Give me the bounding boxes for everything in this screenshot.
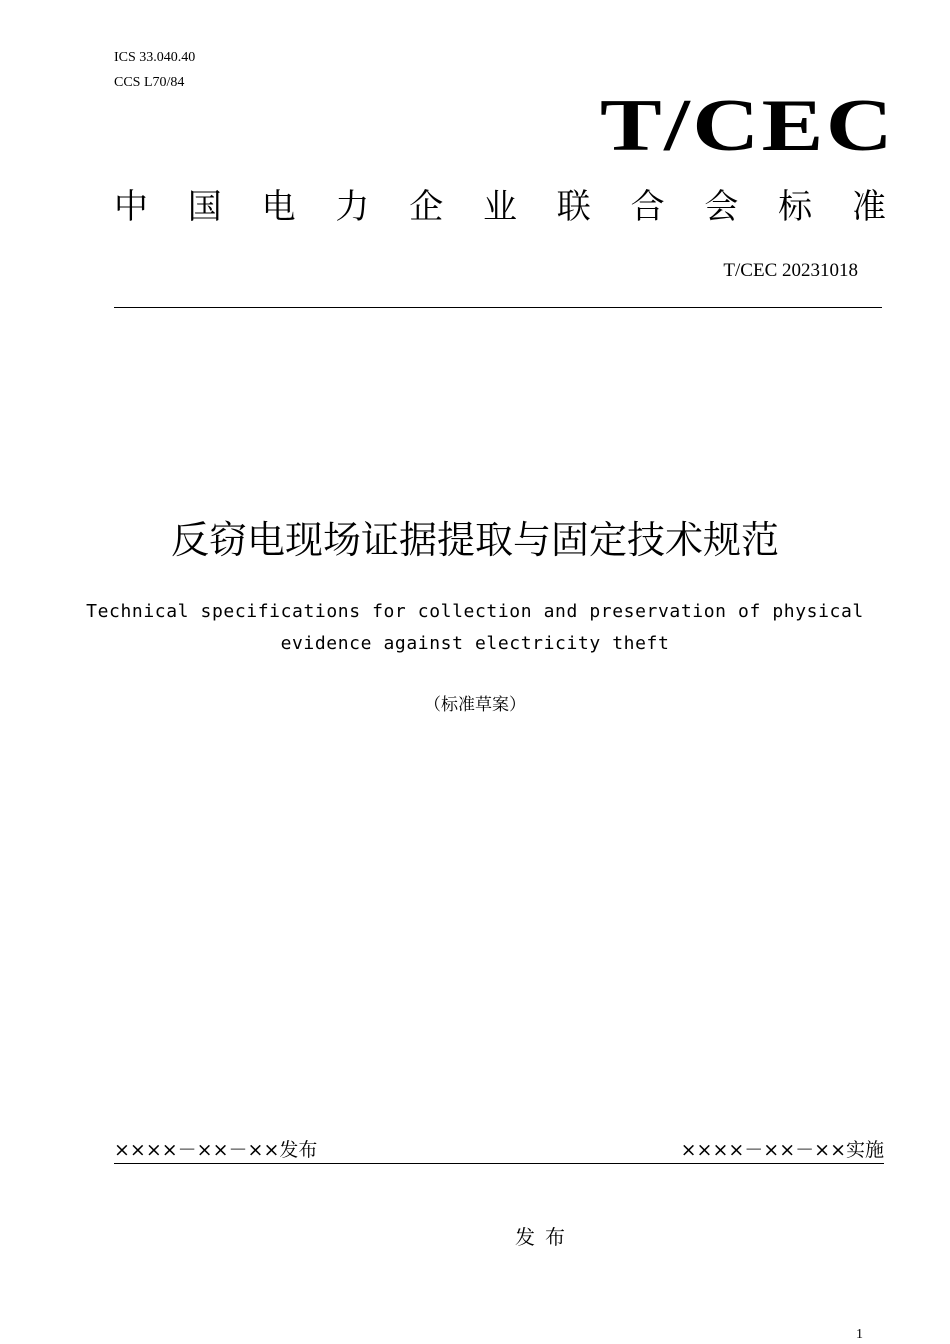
- publisher-label: 发布: [515, 1225, 575, 1249]
- organization-char: 国: [187, 187, 222, 227]
- page-number: 1: [856, 1327, 863, 1342]
- tcec-logo: T/CEC: [599, 85, 895, 167]
- organization-char: 电: [261, 187, 296, 227]
- organization-char: 会: [704, 187, 739, 227]
- header-divider: [114, 307, 882, 308]
- organization-char: 业: [482, 187, 517, 227]
- standard-number: T/CEC 20231018: [723, 260, 858, 281]
- organization-char: 联: [556, 187, 591, 227]
- organization-char: 准: [851, 187, 886, 227]
- ics-code: ICS 33.040.40: [114, 50, 196, 65]
- organization-char: 力: [335, 187, 370, 227]
- organization-char: 中: [114, 187, 148, 227]
- english-title-line-2: evidence against electricity theft: [280, 633, 670, 654]
- english-title-line-1: Technical specifications for collection and preservation of physical: [86, 601, 864, 622]
- document-title-english: [60, 596, 890, 660]
- document-title-chinese: 反窃电现场证据提取与固定技术规范: [170, 518, 779, 562]
- organization-char: 标: [778, 187, 813, 227]
- organization-char: 企: [409, 187, 444, 227]
- draft-status: （标准草案）: [424, 695, 526, 715]
- implement-date: ××××－××－××实施: [680, 1139, 884, 1161]
- organization-char: 合: [630, 187, 665, 227]
- publish-date: ××××－××－××发布: [114, 1139, 318, 1161]
- footer-divider: [114, 1163, 884, 1164]
- organization-name: [114, 185, 886, 229]
- ccs-code: CCS L70/84: [114, 75, 185, 90]
